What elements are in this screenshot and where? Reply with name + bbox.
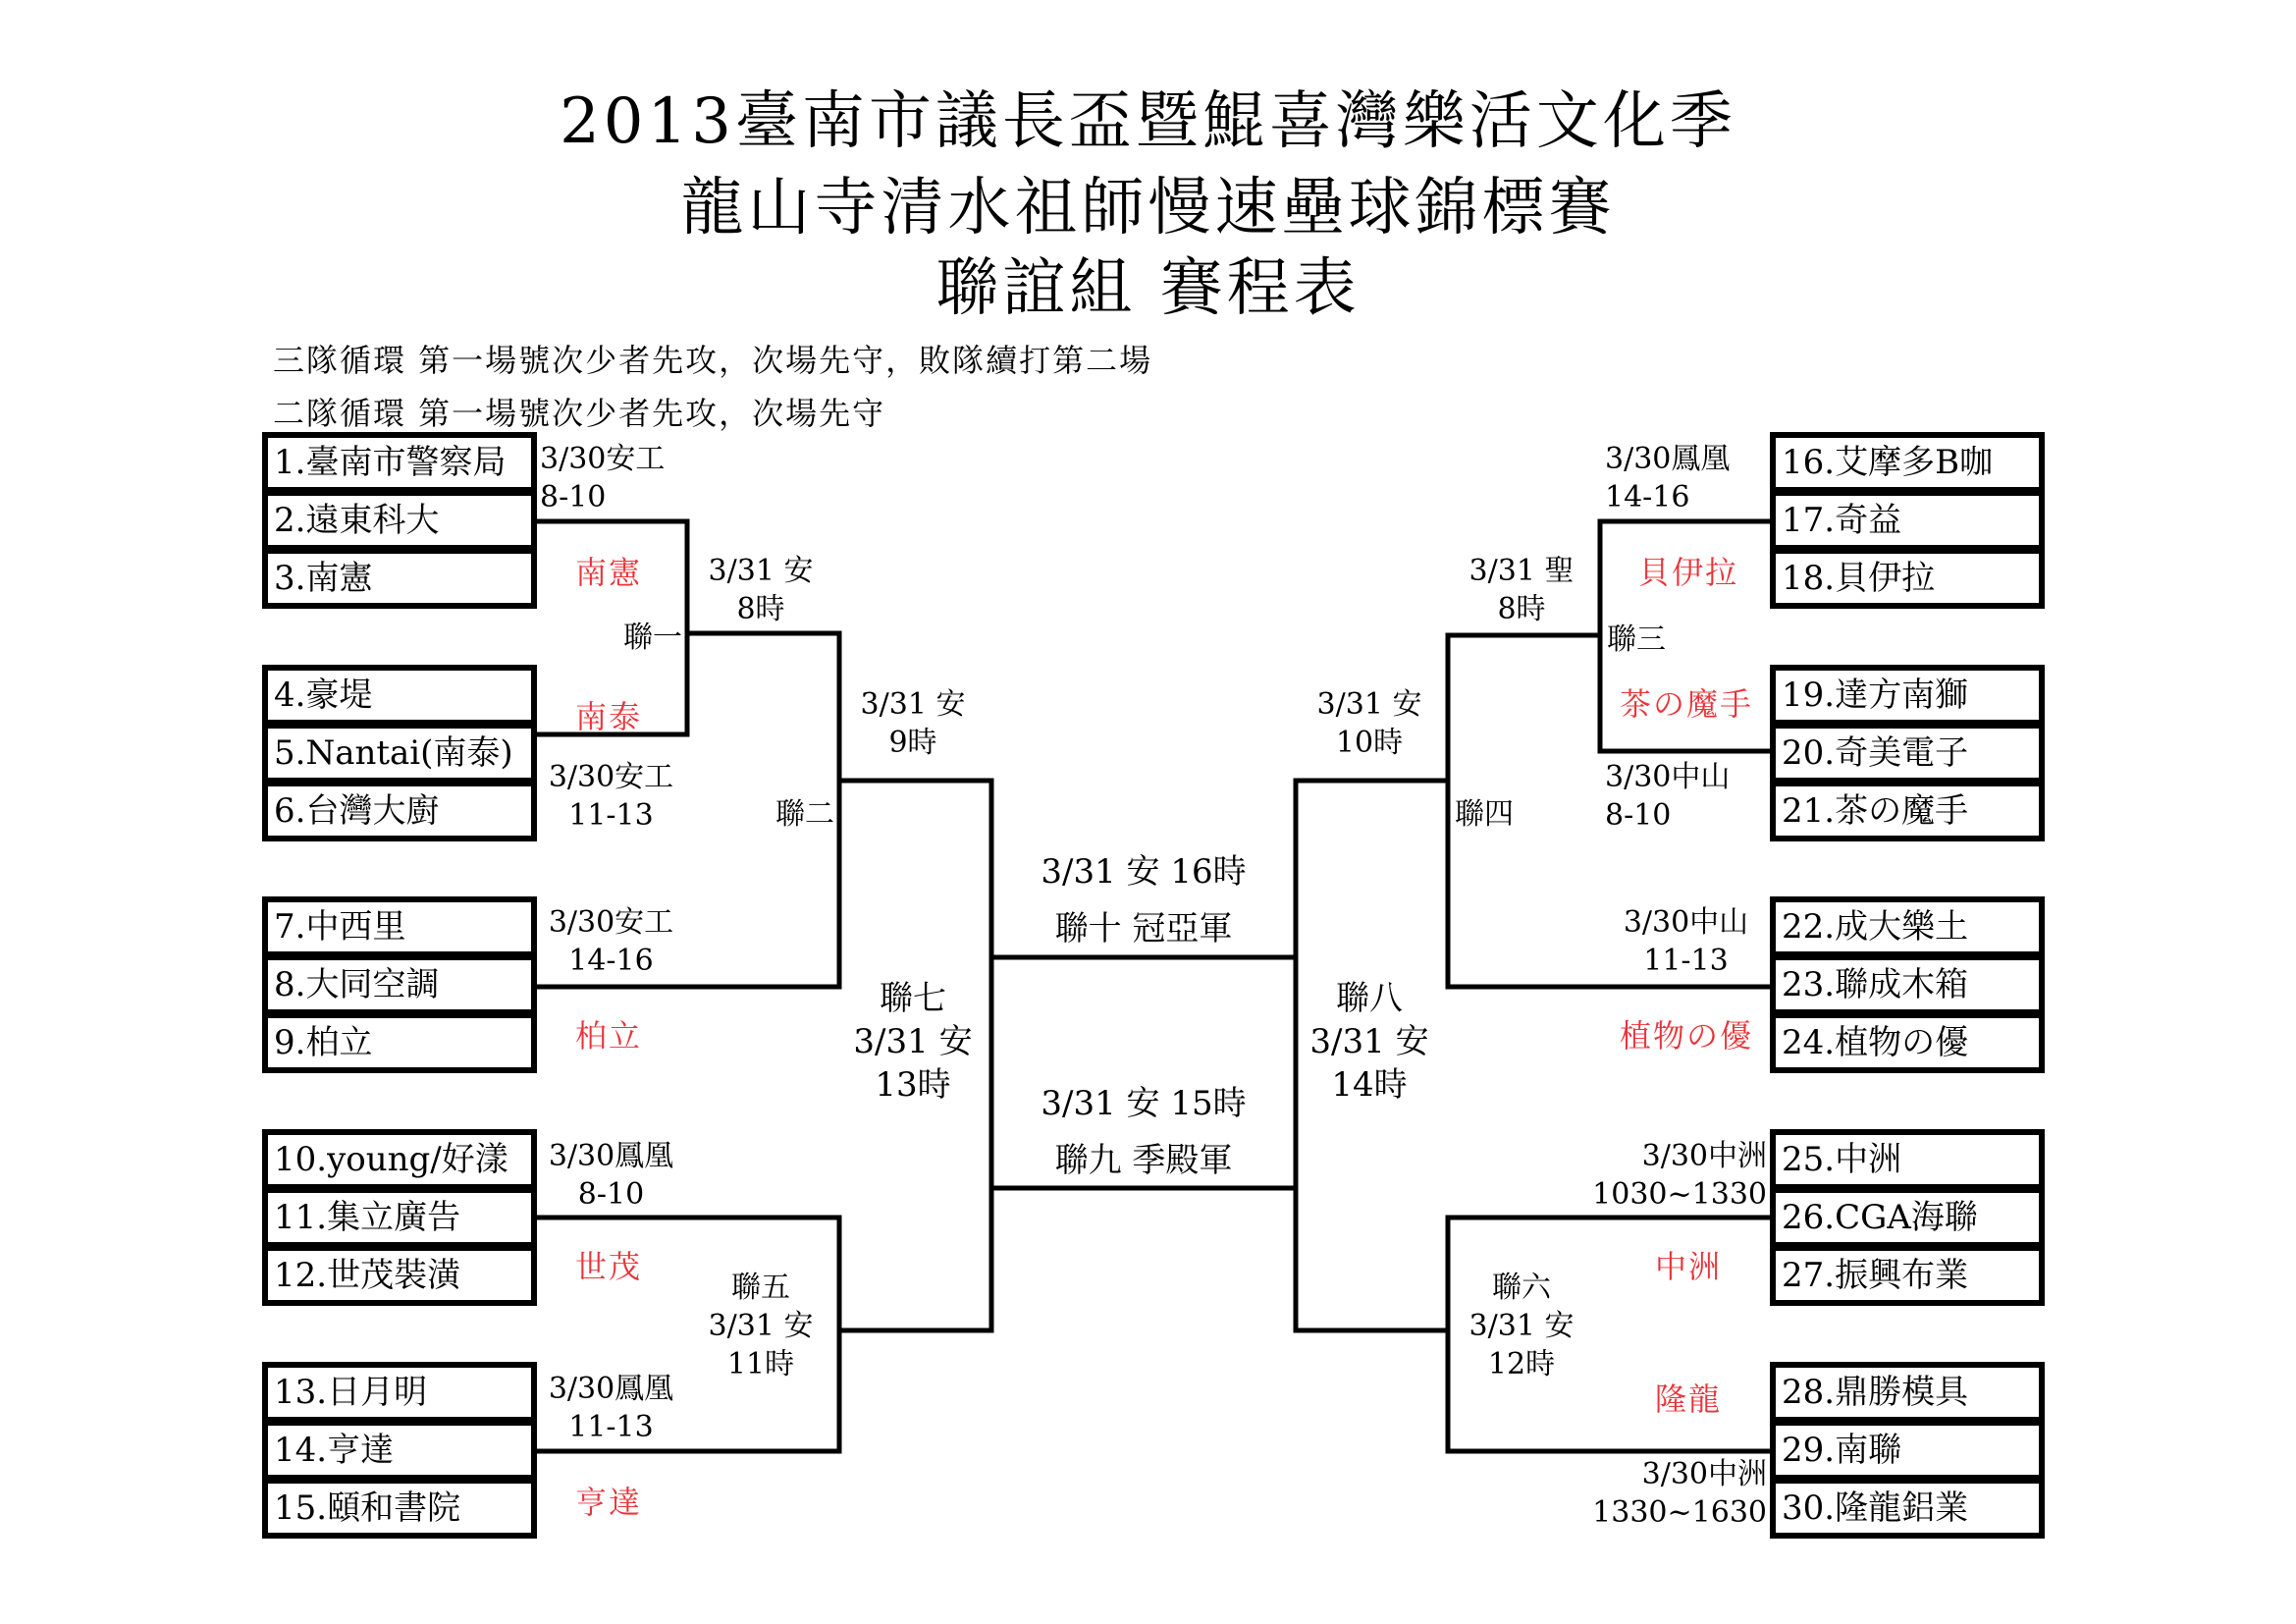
team-box: 7.中西里 xyxy=(262,896,537,957)
rule-two-team: 二隊循環 第一場號次少者先攻，次場先守 xyxy=(273,395,886,432)
m5-info xyxy=(692,1269,829,1383)
group10-info xyxy=(1580,1455,1767,1532)
m3-time: 8時 xyxy=(1497,592,1546,626)
group4-games: 8-10 xyxy=(577,1177,645,1212)
team-box: 4.豪堤 xyxy=(262,665,537,726)
m7-info xyxy=(844,977,982,1108)
group6-games: 14-16 xyxy=(1605,480,1690,514)
group3-info xyxy=(545,903,677,980)
group2-games: 11-13 xyxy=(568,798,654,833)
group7-games: 8-10 xyxy=(1605,798,1672,833)
m1-time: 8時 xyxy=(736,592,785,626)
group7-info xyxy=(1605,758,1730,835)
group5-games: 11-13 xyxy=(568,1410,654,1444)
m8-info xyxy=(1301,977,1438,1108)
m7-date: 3/31 安 xyxy=(853,1022,973,1062)
group2-winner: 南泰 xyxy=(574,698,642,735)
m3-date: 3/31 聖 xyxy=(1468,554,1575,588)
rule-three-team: 三隊循環 第一場號次少者先攻，次場先守，敗隊續打第二場 xyxy=(273,342,1153,379)
team-box: 2.遠東科大 xyxy=(262,490,537,551)
team-box: 5.Nantai(南泰) xyxy=(262,723,537,784)
team-box: 12.世茂裝潢 xyxy=(262,1245,537,1306)
group6-info xyxy=(1605,440,1730,516)
title-line-2: 龍山寺清水祖師慢速壘球錦標賽 xyxy=(680,172,1616,244)
team-box: 1.臺南市警察局 xyxy=(262,432,537,493)
m7-time: 13時 xyxy=(875,1065,951,1106)
group8-games: 11-13 xyxy=(1643,944,1729,978)
team-box: 27.振興布業 xyxy=(1770,1245,2045,1306)
m10-name: 聯十 冠亞軍 xyxy=(1054,909,1233,948)
group4-info xyxy=(545,1137,677,1214)
group8-date: 3/30中山 xyxy=(1623,905,1749,940)
m2-info xyxy=(844,685,982,762)
team-box: 15.頤和書院 xyxy=(262,1478,537,1539)
team-box: 22.成大樂土 xyxy=(1770,896,2045,957)
m1-date: 3/31 安 xyxy=(708,554,814,588)
m3-info xyxy=(1453,552,1590,628)
team-box: 17.奇益 xyxy=(1770,490,2045,551)
m1-info xyxy=(692,552,829,628)
group6-date: 3/30鳳凰 xyxy=(1605,442,1731,476)
team-box: 13.日月明 xyxy=(262,1362,537,1423)
m8-time: 14時 xyxy=(1331,1065,1408,1106)
group9-date: 3/30中洲 xyxy=(1641,1139,1767,1173)
m8-name: 聯八 xyxy=(1336,979,1403,1018)
team-box: 18.貝伊拉 xyxy=(1770,548,2045,609)
m6-date: 3/31 安 xyxy=(1468,1309,1575,1343)
m5-time: 11時 xyxy=(726,1347,795,1381)
m2-date: 3/31 安 xyxy=(860,687,966,722)
team-box: 24.植物の優 xyxy=(1770,1012,2045,1073)
team-box: 14.亨達 xyxy=(262,1420,537,1481)
team-box: 3.南憲 xyxy=(262,548,537,609)
m9-when: 3/31 安 15時 xyxy=(1041,1084,1247,1123)
group1-winner: 南憲 xyxy=(574,554,642,591)
team-box: 20.奇美電子 xyxy=(1770,723,2045,784)
team-box: 21.茶の魔手 xyxy=(1770,781,2045,841)
group8-info xyxy=(1605,903,1767,980)
team-box: 6.台灣大廚 xyxy=(262,781,537,841)
group9-winner: 中洲 xyxy=(1654,1248,1722,1285)
group5-info xyxy=(545,1370,677,1446)
group3-winner: 柏立 xyxy=(574,1017,642,1055)
title-line-1: 2013臺南市議長盃暨鯤喜灣樂活文化季 xyxy=(560,85,1736,158)
m3-name: 聯三 xyxy=(1607,623,1666,657)
group10-winner: 隆龍 xyxy=(1654,1380,1722,1418)
m2-time: 9時 xyxy=(888,726,937,760)
m10-when: 3/31 安 16時 xyxy=(1041,852,1247,892)
group10-date: 3/30中洲 xyxy=(1641,1457,1767,1491)
group2-info xyxy=(545,758,677,835)
m4-time: 10時 xyxy=(1335,726,1404,760)
m5-name: 聯五 xyxy=(731,1271,790,1305)
group5-winner: 亨達 xyxy=(574,1484,642,1521)
team-box: 28.鼎勝模具 xyxy=(1770,1362,2045,1423)
group2-date: 3/30安工 xyxy=(548,760,674,794)
line-m1 xyxy=(687,633,839,781)
team-box: 8.大同空調 xyxy=(262,954,537,1015)
m7-name: 聯七 xyxy=(880,979,946,1018)
team-box: 10.young/好漾 xyxy=(262,1129,537,1190)
group9-games: 1030~1330 xyxy=(1592,1177,1767,1212)
team-box: 26.CGA海聯 xyxy=(1770,1187,2045,1248)
group3-date: 3/30安工 xyxy=(548,905,674,940)
m2-name: 聯二 xyxy=(775,797,834,832)
group3-games: 14-16 xyxy=(568,944,654,978)
team-box: 16.艾摩多B咖 xyxy=(1770,432,2045,493)
title-line-3: 聯誼組 賽程表 xyxy=(935,252,1361,325)
group4-date: 3/30鳳凰 xyxy=(548,1139,674,1173)
group1-info xyxy=(540,440,665,516)
team-box: 9.柏立 xyxy=(262,1012,537,1073)
group9-info xyxy=(1580,1137,1767,1214)
team-box: 29.南聯 xyxy=(1770,1420,2045,1481)
m1-name: 聯一 xyxy=(623,621,682,655)
group7-winner: 茶の魔手 xyxy=(1619,685,1753,723)
group1-date: 3/30安工 xyxy=(540,442,666,476)
team-box: 23.聯成木箱 xyxy=(1770,954,2045,1015)
team-box: 30.隆龍鋁業 xyxy=(1770,1478,2045,1539)
group6-winner: 貝伊拉 xyxy=(1637,554,1738,591)
m6-time: 12時 xyxy=(1487,1347,1556,1381)
group7-date: 3/30中山 xyxy=(1605,760,1731,794)
group10-games: 1330~1630 xyxy=(1592,1495,1767,1530)
m9-name: 聯九 季殿軍 xyxy=(1054,1141,1233,1180)
team-box: 19.達方南獅 xyxy=(1770,665,2045,726)
group1-games: 8-10 xyxy=(540,480,607,514)
group5-date: 3/30鳳凰 xyxy=(548,1372,674,1406)
m6-info xyxy=(1453,1269,1590,1383)
m4-name: 聯四 xyxy=(1455,797,1514,832)
group4-winner: 世茂 xyxy=(574,1248,642,1285)
team-box: 11.集立廣告 xyxy=(262,1187,537,1248)
m6-name: 聯六 xyxy=(1492,1271,1551,1305)
m5-date: 3/31 安 xyxy=(708,1309,814,1343)
m4-info xyxy=(1301,685,1438,762)
m8-date: 3/31 安 xyxy=(1309,1022,1429,1062)
group8-winner: 植物の優 xyxy=(1619,1017,1753,1055)
team-box: 25.中洲 xyxy=(1770,1129,2045,1190)
m4-date: 3/31 安 xyxy=(1316,687,1422,722)
